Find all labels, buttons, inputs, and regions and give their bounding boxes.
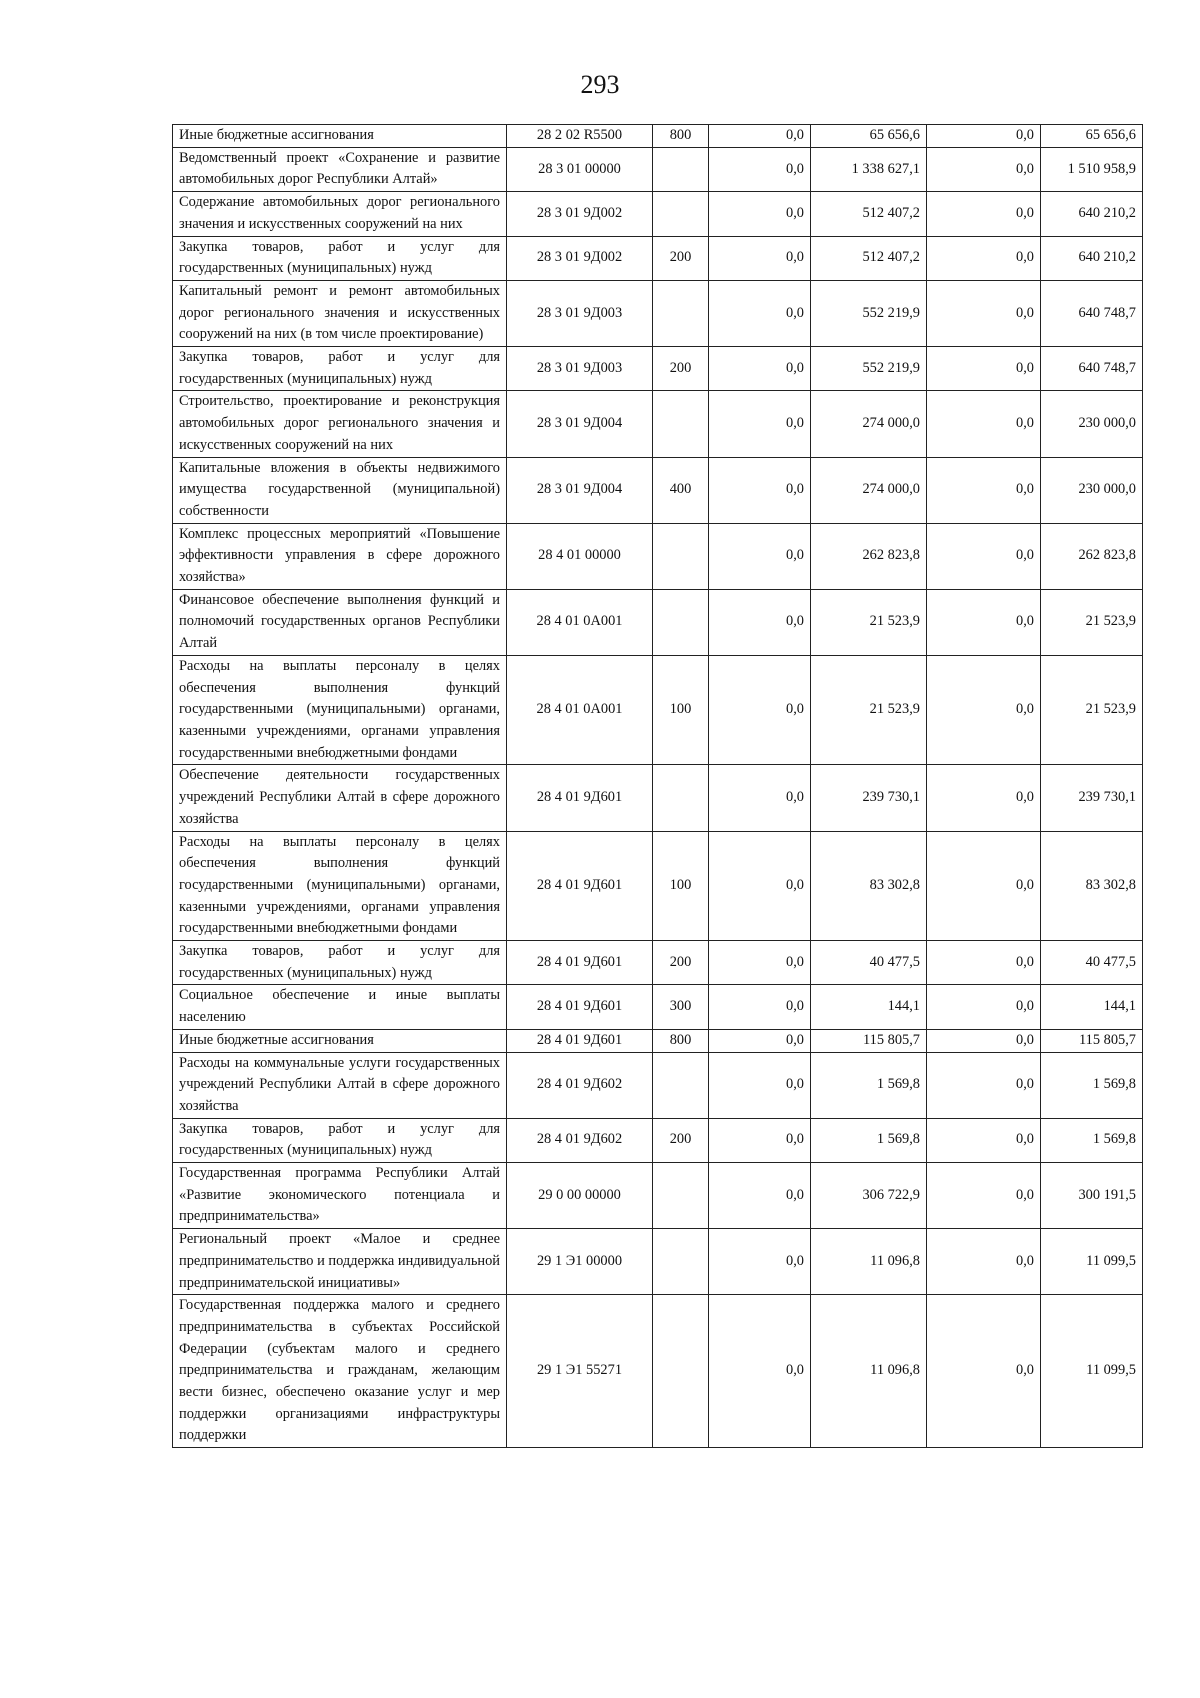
cell-value-2: 65 656,6	[811, 125, 927, 148]
cell-value-2: 1 569,8	[811, 1118, 927, 1162]
cell-name: Расходы на выплаты персоналу в целях обеспечения выполнения функций государственными (муниципальными) органами, казенными учреждениями, органами управления государственными внебюджетными фондами	[173, 655, 507, 765]
cell-value-2: 1 338 627,1	[811, 147, 927, 191]
table-row	[173, 147, 1143, 191]
cell-code: 28 2 02 R5500	[507, 125, 653, 148]
cell-code: 28 4 01 9Д601	[507, 1029, 653, 1052]
cell-value-1: 0,0	[709, 985, 811, 1029]
cell-value-3: 0,0	[927, 347, 1041, 391]
cell-expense-type: 800	[653, 1029, 709, 1052]
budget-table	[172, 124, 1143, 1448]
cell-value-4: 65 656,6	[1041, 125, 1143, 148]
table-row	[173, 589, 1143, 655]
cell-value-3: 0,0	[927, 147, 1041, 191]
cell-code: 28 3 01 9Д004	[507, 457, 653, 523]
table-row	[173, 941, 1143, 985]
cell-name: Расходы на выплаты персоналу в целях обеспечения выполнения функций государственными (муниципальными) органами, казенными учреждениями, органами управления государственными внебюджетными фондами	[173, 831, 507, 941]
cell-value-3: 0,0	[927, 985, 1041, 1029]
cell-expense-type: 200	[653, 236, 709, 280]
table-row	[173, 985, 1143, 1029]
cell-value-3: 0,0	[927, 280, 1041, 346]
cell-name: Обеспечение деятельности государственных учреждений Республики Алтай в сфере дорожного хозяйства	[173, 765, 507, 831]
cell-name: Государственная поддержка малого и среднего предпринимательства в субъектах Российской Федерации (субъектам малого и среднего предпринимательства и гражданам, желающим вести бизнес, обеспечено оказание услуг и мер поддержки организациями инфраструктуры поддержки	[173, 1295, 507, 1448]
cell-value-2: 274 000,0	[811, 457, 927, 523]
cell-value-1: 0,0	[709, 1229, 811, 1295]
cell-code: 28 4 01 0А001	[507, 655, 653, 765]
cell-code: 28 3 01 9Д002	[507, 192, 653, 236]
cell-value-3: 0,0	[927, 192, 1041, 236]
cell-value-1: 0,0	[709, 192, 811, 236]
cell-value-1: 0,0	[709, 655, 811, 765]
cell-expense-type: 100	[653, 831, 709, 941]
cell-value-3: 0,0	[927, 765, 1041, 831]
table-row	[173, 391, 1143, 457]
cell-code: 29 1 Э1 55271	[507, 1295, 653, 1448]
cell-value-3: 0,0	[927, 1163, 1041, 1229]
cell-value-4: 262 823,8	[1041, 523, 1143, 589]
cell-expense-type	[653, 1229, 709, 1295]
cell-value-1: 0,0	[709, 280, 811, 346]
cell-name: Закупка товаров, работ и услуг для государственных (муниципальных) нужд	[173, 1118, 507, 1162]
cell-value-3: 0,0	[927, 1229, 1041, 1295]
cell-code: 28 4 01 9Д602	[507, 1052, 653, 1118]
cell-value-3: 0,0	[927, 1029, 1041, 1052]
table-row	[173, 655, 1143, 765]
cell-expense-type	[653, 1052, 709, 1118]
cell-value-1: 0,0	[709, 347, 811, 391]
cell-name: Расходы на коммунальные услуги государственных учреждений Республики Алтай в сфере дорожного хозяйства	[173, 1052, 507, 1118]
cell-expense-type: 200	[653, 1118, 709, 1162]
cell-value-1: 0,0	[709, 765, 811, 831]
cell-value-2: 144,1	[811, 985, 927, 1029]
cell-value-3: 0,0	[927, 457, 1041, 523]
cell-code: 28 4 01 00000	[507, 523, 653, 589]
cell-value-2: 40 477,5	[811, 941, 927, 985]
cell-code: 28 3 01 9Д003	[507, 280, 653, 346]
cell-value-4: 40 477,5	[1041, 941, 1143, 985]
cell-value-3: 0,0	[927, 1118, 1041, 1162]
cell-expense-type	[653, 391, 709, 457]
cell-value-1: 0,0	[709, 1163, 811, 1229]
cell-name: Региональный проект «Малое и среднее предпринимательство и поддержка индивидуальной предпринимательской инициативы»	[173, 1229, 507, 1295]
cell-expense-type: 100	[653, 655, 709, 765]
table-row	[173, 192, 1143, 236]
cell-expense-type	[653, 192, 709, 236]
cell-value-3: 0,0	[927, 236, 1041, 280]
cell-value-4: 21 523,9	[1041, 589, 1143, 655]
cell-code: 29 0 00 00000	[507, 1163, 653, 1229]
cell-value-2: 552 219,9	[811, 280, 927, 346]
cell-name: Строительство, проектирование и реконструкция автомобильных дорог регионального значения и искусственных сооружений на них	[173, 391, 507, 457]
cell-expense-type: 200	[653, 347, 709, 391]
cell-value-4: 1 569,8	[1041, 1118, 1143, 1162]
cell-value-2: 11 096,8	[811, 1229, 927, 1295]
cell-value-4: 640 748,7	[1041, 347, 1143, 391]
cell-value-3: 0,0	[927, 589, 1041, 655]
cell-value-1: 0,0	[709, 391, 811, 457]
cell-expense-type: 200	[653, 941, 709, 985]
cell-name: Социальное обеспечение и иные выплаты населению	[173, 985, 507, 1029]
cell-code: 29 1 Э1 00000	[507, 1229, 653, 1295]
cell-name: Закупка товаров, работ и услуг для государственных (муниципальных) нужд	[173, 941, 507, 985]
cell-name: Закупка товаров, работ и услуг для государственных (муниципальных) нужд	[173, 236, 507, 280]
cell-code: 28 4 01 0А001	[507, 589, 653, 655]
cell-value-3: 0,0	[927, 125, 1041, 148]
cell-name: Иные бюджетные ассигнования	[173, 1029, 507, 1052]
cell-code: 28 3 01 00000	[507, 147, 653, 191]
table-row	[173, 765, 1143, 831]
cell-value-2: 512 407,2	[811, 192, 927, 236]
cell-value-4: 640 210,2	[1041, 236, 1143, 280]
cell-value-2: 115 805,7	[811, 1029, 927, 1052]
cell-value-1: 0,0	[709, 589, 811, 655]
cell-value-2: 552 219,9	[811, 347, 927, 391]
table-row	[173, 1229, 1143, 1295]
cell-code: 28 4 01 9Д601	[507, 941, 653, 985]
cell-value-2: 306 722,9	[811, 1163, 927, 1229]
table-row	[173, 236, 1143, 280]
cell-value-1: 0,0	[709, 147, 811, 191]
cell-value-3: 0,0	[927, 1295, 1041, 1448]
table-row	[173, 1163, 1143, 1229]
cell-expense-type: 400	[653, 457, 709, 523]
cell-name: Иные бюджетные ассигнования	[173, 125, 507, 148]
cell-value-1: 0,0	[709, 1295, 811, 1448]
cell-value-4: 300 191,5	[1041, 1163, 1143, 1229]
cell-value-4: 11 099,5	[1041, 1295, 1143, 1448]
table-row	[173, 1118, 1143, 1162]
table-row	[173, 125, 1143, 148]
cell-value-2: 83 302,8	[811, 831, 927, 941]
cell-value-4: 640 210,2	[1041, 192, 1143, 236]
cell-code: 28 4 01 9Д601	[507, 765, 653, 831]
cell-value-1: 0,0	[709, 236, 811, 280]
cell-value-4: 115 805,7	[1041, 1029, 1143, 1052]
cell-expense-type	[653, 147, 709, 191]
cell-expense-type: 800	[653, 125, 709, 148]
table-body	[173, 125, 1143, 1448]
cell-value-4: 239 730,1	[1041, 765, 1143, 831]
cell-value-2: 239 730,1	[811, 765, 927, 831]
cell-code: 28 4 01 9Д601	[507, 831, 653, 941]
cell-value-4: 144,1	[1041, 985, 1143, 1029]
cell-code: 28 3 01 9Д003	[507, 347, 653, 391]
table-row	[173, 523, 1143, 589]
cell-name: Содержание автомобильных дорог регионального значения и искусственных сооружений на них	[173, 192, 507, 236]
cell-value-1: 0,0	[709, 941, 811, 985]
cell-value-1: 0,0	[709, 523, 811, 589]
cell-code: 28 3 01 9Д004	[507, 391, 653, 457]
cell-code: 28 4 01 9Д601	[507, 985, 653, 1029]
cell-name: Закупка товаров, работ и услуг для государственных (муниципальных) нужд	[173, 347, 507, 391]
page-number: 293	[580, 70, 620, 99]
cell-expense-type	[653, 523, 709, 589]
cell-value-3: 0,0	[927, 941, 1041, 985]
cell-name: Финансовое обеспечение выполнения функций и полномочий государственных органов Республики Алтай	[173, 589, 507, 655]
cell-value-4: 230 000,0	[1041, 391, 1143, 457]
cell-code: 28 4 01 9Д602	[507, 1118, 653, 1162]
table-row	[173, 831, 1143, 941]
cell-value-1: 0,0	[709, 125, 811, 148]
cell-value-3: 0,0	[927, 655, 1041, 765]
cell-expense-type	[653, 280, 709, 346]
cell-value-4: 1 569,8	[1041, 1052, 1143, 1118]
table-row	[173, 1052, 1143, 1118]
cell-value-2: 262 823,8	[811, 523, 927, 589]
cell-value-2: 21 523,9	[811, 589, 927, 655]
cell-value-3: 0,0	[927, 523, 1041, 589]
cell-value-1: 0,0	[709, 1118, 811, 1162]
cell-expense-type: 300	[653, 985, 709, 1029]
table-row	[173, 1029, 1143, 1052]
cell-name: Капитальный ремонт и ремонт автомобильных дорог регионального значения и искусственных сооружений на них (в том числе проектирование)	[173, 280, 507, 346]
cell-value-4: 21 523,9	[1041, 655, 1143, 765]
cell-value-2: 1 569,8	[811, 1052, 927, 1118]
cell-expense-type	[653, 1163, 709, 1229]
cell-name: Государственная программа Республики Алтай «Развитие экономического потенциала и предпринимательства»	[173, 1163, 507, 1229]
cell-value-2: 512 407,2	[811, 236, 927, 280]
cell-code: 28 3 01 9Д002	[507, 236, 653, 280]
cell-value-1: 0,0	[709, 1052, 811, 1118]
cell-value-1: 0,0	[709, 1029, 811, 1052]
cell-value-2: 11 096,8	[811, 1295, 927, 1448]
cell-value-3: 0,0	[927, 391, 1041, 457]
table-row	[173, 280, 1143, 346]
cell-name: Комплекс процессных мероприятий «Повышение эффективности управления в сфере дорожного хозяйства»	[173, 523, 507, 589]
table-row	[173, 1295, 1143, 1448]
cell-expense-type	[653, 1295, 709, 1448]
cell-value-4: 83 302,8	[1041, 831, 1143, 941]
cell-expense-type	[653, 589, 709, 655]
cell-value-4: 230 000,0	[1041, 457, 1143, 523]
cell-value-1: 0,0	[709, 457, 811, 523]
cell-value-3: 0,0	[927, 831, 1041, 941]
cell-value-1: 0,0	[709, 831, 811, 941]
cell-value-3: 0,0	[927, 1052, 1041, 1118]
cell-value-4: 11 099,5	[1041, 1229, 1143, 1295]
cell-name: Ведомственный проект «Сохранение и развитие автомобильных дорог Республики Алтай»	[173, 147, 507, 191]
cell-name: Капитальные вложения в объекты недвижимого имущества государственной (муниципальной) собственности	[173, 457, 507, 523]
table-row	[173, 457, 1143, 523]
cell-value-2: 21 523,9	[811, 655, 927, 765]
cell-expense-type	[653, 765, 709, 831]
cell-value-4: 640 748,7	[1041, 280, 1143, 346]
cell-value-2: 274 000,0	[811, 391, 927, 457]
table-row	[173, 347, 1143, 391]
cell-value-4: 1 510 958,9	[1041, 147, 1143, 191]
